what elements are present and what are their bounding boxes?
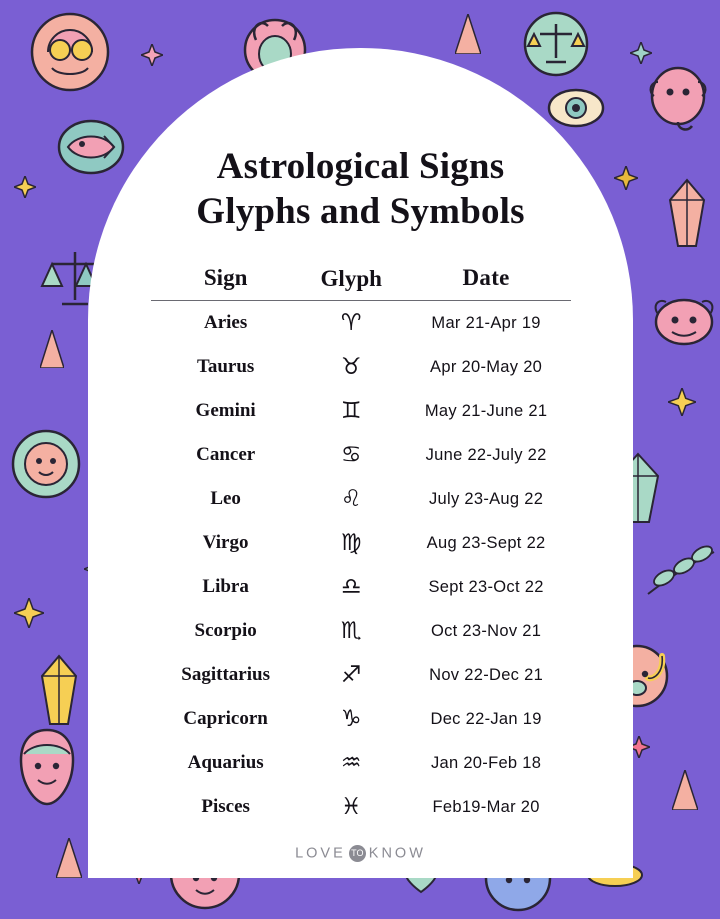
aquarius-sticker <box>10 724 84 810</box>
star-small-pink-icon <box>141 44 163 66</box>
star-yellow-left-icon <box>14 176 36 198</box>
page-title <box>88 144 633 234</box>
virgo-glyph-icon: ♍ <box>340 529 362 556</box>
cell-sign: Capricorn <box>183 708 268 730</box>
table-row <box>151 697 571 741</box>
table-row <box>151 741 571 785</box>
capricorn-glyph-icon: ♑ <box>340 705 362 732</box>
brand-dot: TO <box>349 845 366 862</box>
cell-sign: Scorpio <box>194 620 257 642</box>
cancer-glyph-icon: ♋ <box>340 441 362 468</box>
table-row <box>151 565 571 609</box>
taurus-glyph-icon: ♉ <box>340 353 362 380</box>
cell-date: Oct 23-Nov 21 <box>430 621 542 640</box>
pink-triangle-bl-icon <box>56 838 82 878</box>
gemini-glyph-icon: ♊ <box>340 397 362 424</box>
star-yellow-left2-icon <box>14 598 44 628</box>
gemini-sticker <box>28 10 112 94</box>
eye-sticker <box>546 84 606 132</box>
column-header-glyph: Glyph <box>320 265 382 291</box>
cell-sign: Sagittarius <box>181 664 270 686</box>
cell-sign: Aries <box>204 312 248 334</box>
libra-sticker <box>520 8 592 80</box>
cell-sign: Cancer <box>196 444 256 466</box>
table-row <box>151 785 571 829</box>
cell-date: Aug 23-Sept 22 <box>426 533 546 552</box>
table-header-row <box>151 264 571 301</box>
table-row <box>151 389 571 433</box>
cell-date: Apr 20-May 20 <box>430 357 543 376</box>
table-row <box>151 433 571 477</box>
pink-triangle-top-icon <box>455 14 481 54</box>
pink-triangle-br-icon <box>672 770 698 810</box>
sagittarius-glyph-icon: ♐ <box>340 661 362 688</box>
table-row <box>151 653 571 697</box>
crystal-yellow-icon <box>40 654 78 726</box>
cell-date: Nov 22-Dec 21 <box>429 665 544 684</box>
brand-text-left: LOVE <box>295 845 346 862</box>
cell-sign: Libra <box>202 576 249 598</box>
aquarius-glyph-icon: ♒ <box>340 749 362 776</box>
table-header <box>151 264 571 301</box>
crystal-pink-right-icon <box>668 178 706 248</box>
cell-date: May 21-June 21 <box>424 401 548 420</box>
brand-text-right: KNOW <box>368 845 426 862</box>
star-yellow-right-icon <box>668 388 696 416</box>
cell-date: Sept 23-Oct 22 <box>428 577 544 596</box>
cell-date: Dec 22-Jan 19 <box>430 709 542 728</box>
brand-logo <box>88 845 633 862</box>
cell-sign: Gemini <box>195 400 256 422</box>
poster-card <box>88 48 633 878</box>
scorpio-glyph-icon: ♏ <box>340 617 362 644</box>
title-line-1: Astrological Signs <box>216 146 505 187</box>
cancer-sticker <box>650 284 718 352</box>
pisces-sticker <box>56 116 126 178</box>
table-row <box>151 477 571 521</box>
table-row <box>151 609 571 653</box>
cell-date: July 23-Aug 22 <box>428 489 544 508</box>
cell-date: Feb19-Mar 20 <box>432 797 540 816</box>
cell-sign: Leo <box>210 488 241 510</box>
cell-sign: Taurus <box>196 356 255 378</box>
table-body <box>151 301 571 830</box>
star-teal-top-icon <box>630 42 652 64</box>
libra-glyph-icon: ♎ <box>340 573 362 600</box>
column-header-date: Date <box>462 265 510 291</box>
table-row <box>151 521 571 565</box>
leo-glyph-icon: ♌ <box>340 485 362 512</box>
cell-sign: Aquarius <box>187 752 264 774</box>
title-line-2: Glyphs and Symbols <box>196 191 525 233</box>
leo-sticker <box>10 428 82 500</box>
pink-triangle-left-icon <box>40 330 64 368</box>
pisces-glyph-icon: ♓ <box>340 793 362 820</box>
scorpio-sticker <box>648 62 714 134</box>
table-row <box>151 301 571 346</box>
cell-date: June 22-July 22 <box>425 445 547 464</box>
cell-date: Mar 21-Apr 19 <box>431 313 541 332</box>
table-row <box>151 345 571 389</box>
zodiac-table <box>151 264 571 829</box>
cell-sign: Pisces <box>201 796 250 818</box>
cell-date: Jan 20-Feb 18 <box>430 753 542 772</box>
aries-glyph-icon: ♈ <box>340 309 362 336</box>
star-gold-right-icon <box>614 166 638 190</box>
column-header-sign: Sign <box>203 265 248 291</box>
cell-sign: Virgo <box>202 532 249 554</box>
leaf-branch-right-icon <box>644 540 716 602</box>
